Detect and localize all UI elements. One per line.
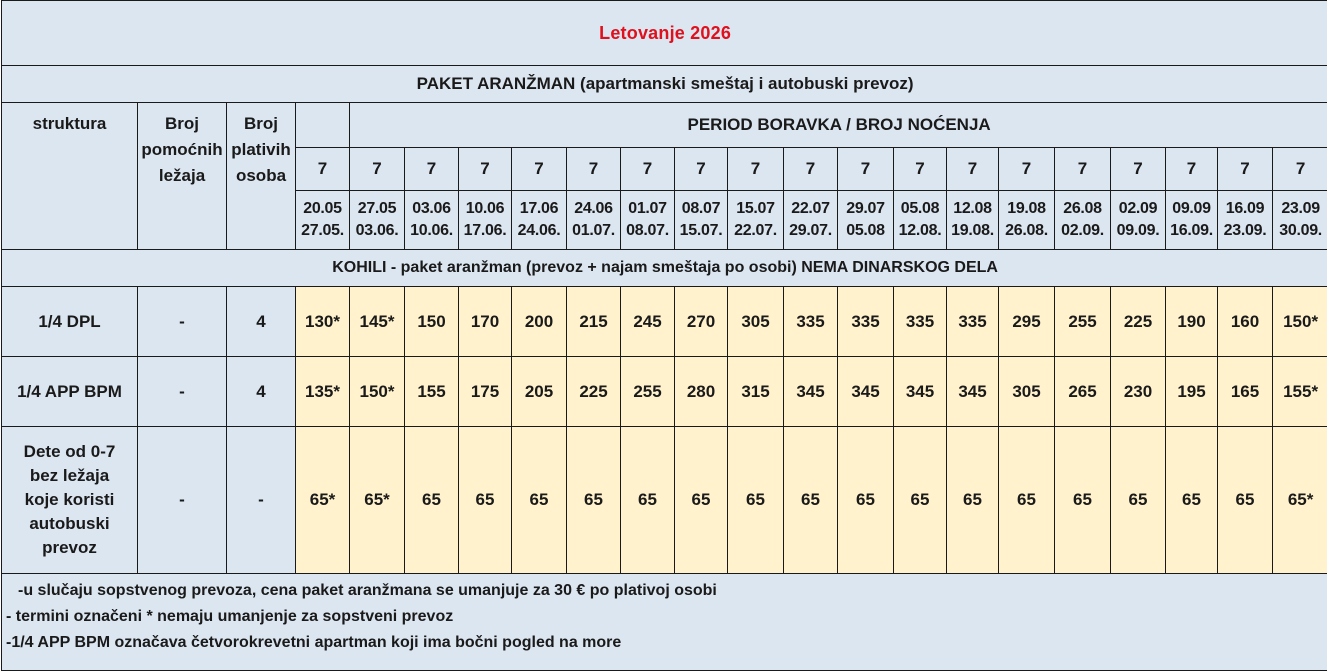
period-dates-cell xyxy=(838,191,894,250)
price-table xyxy=(1,0,1327,671)
price-cell: 295 xyxy=(999,287,1055,357)
period-dates-cell xyxy=(894,191,947,250)
price-cell: 205 xyxy=(512,357,567,427)
period-to: 15.07. xyxy=(679,222,723,239)
header-line: pomoćnih xyxy=(141,140,223,159)
period-dates-cell xyxy=(675,191,728,250)
period-from: 09.09 xyxy=(1172,200,1211,217)
room-type-label-line: 1/4 DPL xyxy=(38,311,101,331)
price-cell: 335 xyxy=(894,287,947,357)
price-cell: 255 xyxy=(621,357,675,427)
price-cell: 65 xyxy=(838,427,894,574)
period-from: 08.07 xyxy=(681,200,721,217)
period-to: 10.06. xyxy=(410,222,453,239)
empty-header-cell xyxy=(296,103,350,148)
price-cell: 190 xyxy=(1166,287,1218,357)
price-cell: 65 xyxy=(1166,427,1218,574)
period-from: 02.09 xyxy=(1118,200,1158,217)
price-cell: 65 xyxy=(405,427,459,574)
price-cell: 65 xyxy=(894,427,947,574)
price-cell: 245 xyxy=(621,287,675,357)
period-to: 19.08. xyxy=(951,222,994,239)
room-type-label-line: koje koristi xyxy=(24,490,115,509)
price-cell: 230 xyxy=(1111,357,1166,427)
price-cell: 215 xyxy=(567,287,621,357)
price-cell: 65 xyxy=(621,427,675,574)
period-from: 05.08 xyxy=(900,200,940,217)
price-cell: 315 xyxy=(728,357,784,427)
period-to: 01.07. xyxy=(572,222,615,239)
nights-cell: 7 xyxy=(459,148,512,191)
plativih-osoba-value: 4 xyxy=(227,357,296,427)
period-to: 09.09. xyxy=(1116,222,1160,239)
price-cell: 225 xyxy=(567,357,621,427)
price-cell: 65 xyxy=(999,427,1055,574)
period-to: 30.09. xyxy=(1279,222,1322,239)
plativih-osoba-value: - xyxy=(227,427,296,574)
price-cell: 335 xyxy=(838,287,894,357)
period-to: 24.06. xyxy=(517,222,561,239)
price-cell: 65 xyxy=(784,427,838,574)
nights-cell: 7 xyxy=(1111,148,1166,191)
period-dates-cell xyxy=(567,191,621,250)
price-cell: 155* xyxy=(1273,357,1327,427)
period-dates-cell xyxy=(621,191,675,250)
period-header: PERIOD BORAVKA / BROJ NOĆENJA xyxy=(350,103,1327,148)
period-to: 26.08. xyxy=(1005,222,1048,239)
plativih-osoba-header xyxy=(227,103,296,250)
price-cell: 265 xyxy=(1055,357,1111,427)
period-dates-cell xyxy=(1111,191,1166,250)
period-dates-cell xyxy=(1166,191,1218,250)
notes xyxy=(2,574,1327,671)
nights-cell: 7 xyxy=(838,148,894,191)
note-own-transport: -u slučaju sopstvenog prevoza, cena paket aranžmana se umanjuje za 30 € po plativoj osobi xyxy=(18,582,717,599)
pomocni-lezaji-header xyxy=(138,103,227,250)
price-cell: 280 xyxy=(675,357,728,427)
period-dates-cell xyxy=(512,191,567,250)
nights-cell: 7 xyxy=(296,148,350,191)
period-from: 23.09 xyxy=(1281,200,1320,217)
period-to: 17.06. xyxy=(463,222,507,239)
period-to: 08.07. xyxy=(626,222,669,239)
price-cell: 270 xyxy=(675,287,728,357)
header-line: ležaja xyxy=(158,166,206,185)
period-dates-cell xyxy=(728,191,784,250)
period-to: 27.05. xyxy=(301,222,344,239)
period-from: 26.08 xyxy=(1063,200,1102,217)
room-type-label-line: 1/4 APP BPM xyxy=(17,381,122,401)
pomocni-lezaji-value: - xyxy=(138,357,227,427)
struktura-header: struktura xyxy=(2,103,138,250)
room-type-label-line: bez ležaja xyxy=(29,466,110,485)
period-dates-cell xyxy=(947,191,999,250)
period-dates-cell xyxy=(1218,191,1273,250)
period-to: 05.08 xyxy=(846,222,885,239)
period-dates-cell xyxy=(1273,191,1327,250)
period-dates-cell xyxy=(296,191,350,250)
price-cell: 165 xyxy=(1218,357,1273,427)
price-cell: 305 xyxy=(728,287,784,357)
price-cell: 225 xyxy=(1111,287,1166,357)
period-dates-cell xyxy=(999,191,1055,250)
period-to: 02.09. xyxy=(1061,222,1104,239)
nights-cell: 7 xyxy=(728,148,784,191)
price-cell: 255 xyxy=(1055,287,1111,357)
room-type-label xyxy=(2,357,138,427)
nights-cell: 7 xyxy=(1218,148,1273,191)
header-line: Broj xyxy=(165,114,199,133)
price-cell: 65 xyxy=(728,427,784,574)
period-to: 29.07. xyxy=(789,222,832,239)
price-cell: 175 xyxy=(459,357,512,427)
period-from: 16.09 xyxy=(1225,200,1265,217)
header-line: osoba xyxy=(235,166,287,185)
nights-cell: 7 xyxy=(784,148,838,191)
nights-cell: 7 xyxy=(999,148,1055,191)
price-cell: 130* xyxy=(296,287,350,357)
price-cell: 65* xyxy=(1273,427,1327,574)
period-to: 12.08. xyxy=(898,222,942,239)
price-cell: 160 xyxy=(1218,287,1273,357)
price-cell: 65 xyxy=(1055,427,1111,574)
note-asterisk-terms: - termini označeni * nemaju umanjenje za sopstveni prevoz xyxy=(6,608,454,625)
price-cell: 155 xyxy=(405,357,459,427)
price-cell: 200 xyxy=(512,287,567,357)
period-from: 20.05 xyxy=(303,200,342,217)
period-dates-cell xyxy=(1055,191,1111,250)
period-from: 24.06 xyxy=(574,200,613,217)
price-cell: 65 xyxy=(512,427,567,574)
room-type-label xyxy=(2,427,138,574)
price-cell: 65* xyxy=(296,427,350,574)
period-dates-cell xyxy=(784,191,838,250)
price-cell: 145* xyxy=(350,287,405,357)
period-from: 27.05 xyxy=(357,200,397,217)
price-cell: 135* xyxy=(296,357,350,427)
period-dates-cell xyxy=(405,191,459,250)
package-subtitle: PAKET ARANŽMAN (apartmanski smeštaj i autobuski prevoz) xyxy=(2,66,1327,103)
nights-cell: 7 xyxy=(350,148,405,191)
period-dates-cell xyxy=(459,191,512,250)
header-line: Broj xyxy=(244,114,278,133)
nights-cell: 7 xyxy=(567,148,621,191)
price-cell: 65 xyxy=(1218,427,1273,574)
period-from: 22.07 xyxy=(791,200,830,217)
price-cell: 345 xyxy=(838,357,894,427)
price-cell: 345 xyxy=(784,357,838,427)
section-label: KOHILI - paket aranžman (prevoz + najam smeštaja po osobi) NEMA DINARSKOG DELA xyxy=(2,250,1327,287)
period-from: 03.06 xyxy=(412,200,451,217)
period-from: 01.07 xyxy=(628,200,667,217)
plativih-osoba-value: 4 xyxy=(227,287,296,357)
note-app-bpm: -1/4 APP BPM označava četvorokrevetni apartman koji ima bočni pogled na more xyxy=(6,634,622,651)
period-from: 17.06 xyxy=(519,200,559,217)
header-line: plativih xyxy=(231,140,291,159)
price-cell: 345 xyxy=(947,357,999,427)
period-from: 15.07 xyxy=(736,200,775,217)
nights-cell: 7 xyxy=(675,148,728,191)
price-cell: 335 xyxy=(947,287,999,357)
page-title: Letovanje 2026 xyxy=(2,1,1327,66)
nights-cell: 7 xyxy=(1055,148,1111,191)
period-from: 10.06 xyxy=(465,200,505,217)
price-cell: 65* xyxy=(350,427,405,574)
room-type-label xyxy=(2,287,138,357)
price-cell: 65 xyxy=(947,427,999,574)
price-cell: 150 xyxy=(405,287,459,357)
period-from: 12.08 xyxy=(953,200,992,217)
price-cell: 65 xyxy=(675,427,728,574)
nights-cell: 7 xyxy=(894,148,947,191)
period-from: 29.07 xyxy=(846,200,885,217)
price-cell: 65 xyxy=(567,427,621,574)
pomocni-lezaji-value: - xyxy=(138,287,227,357)
nights-cell: 7 xyxy=(1273,148,1327,191)
price-cell: 335 xyxy=(784,287,838,357)
price-cell: 170 xyxy=(459,287,512,357)
room-type-label-line: autobuski xyxy=(29,514,110,533)
nights-cell: 7 xyxy=(1166,148,1218,191)
price-cell: 65 xyxy=(459,427,512,574)
period-from: 19.08 xyxy=(1007,200,1046,217)
nights-cell: 7 xyxy=(405,148,459,191)
period-to: 22.07. xyxy=(734,222,777,239)
period-dates-cell xyxy=(350,191,405,250)
period-to: 03.06. xyxy=(355,222,399,239)
price-cell: 345 xyxy=(894,357,947,427)
nights-cell: 7 xyxy=(512,148,567,191)
period-to: 16.09. xyxy=(1170,222,1213,239)
room-type-label-line: Dete od 0-7 xyxy=(23,442,116,461)
nights-cell: 7 xyxy=(947,148,999,191)
price-cell: 65 xyxy=(1111,427,1166,574)
price-cell: 195 xyxy=(1166,357,1218,427)
nights-cell: 7 xyxy=(621,148,675,191)
price-cell: 305 xyxy=(999,357,1055,427)
pomocni-lezaji-value: - xyxy=(138,427,227,574)
price-cell: 150* xyxy=(350,357,405,427)
period-to: 23.09. xyxy=(1223,222,1267,239)
price-cell: 150* xyxy=(1273,287,1327,357)
room-type-label-line: prevoz xyxy=(42,538,97,557)
